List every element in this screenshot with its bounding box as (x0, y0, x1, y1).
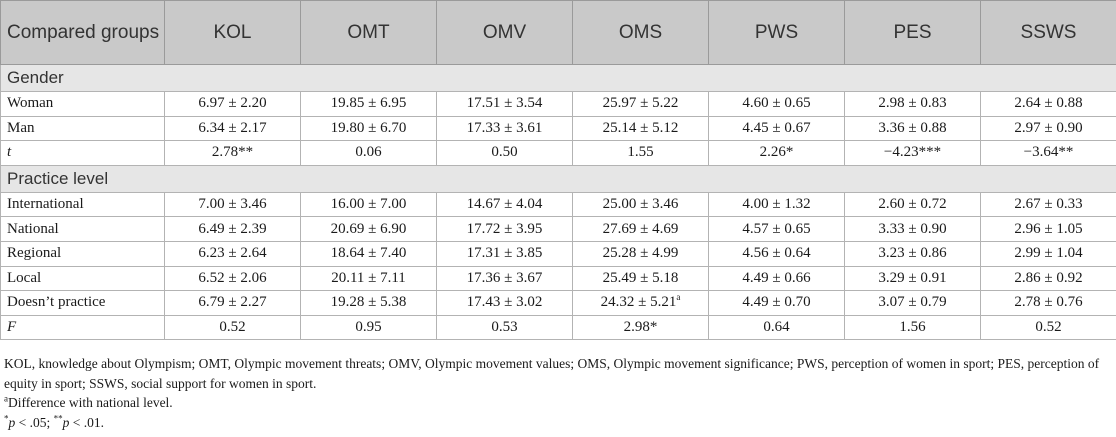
header-pws: PWS (709, 1, 845, 65)
row-label: Doesn’t practice (1, 291, 165, 316)
cell-pes (845, 291, 981, 316)
row-label: t (1, 141, 165, 166)
cell-ssws (981, 241, 1116, 266)
cell-pes (845, 92, 981, 117)
cell-value: 2.86 ± 0.92 (1014, 269, 1083, 286)
cell-value: 25.49 ± 5.18 (602, 269, 679, 286)
cell-value: 2.98* (623, 319, 658, 336)
cell-omt (301, 116, 437, 141)
row-label: Man (1, 116, 165, 141)
table-row (1, 291, 1116, 316)
cell-ssws (981, 192, 1116, 217)
cell-ssws (981, 92, 1116, 117)
cell-kol (165, 266, 301, 291)
row-label: Regional (1, 241, 165, 266)
cell-omv (437, 291, 573, 316)
cell-kol (165, 217, 301, 242)
cell-value: 4.57 ± 0.65 (742, 220, 811, 237)
cell-omt (301, 241, 437, 266)
cell-oms (573, 315, 709, 340)
cell-kol (165, 315, 301, 340)
cell-ssws (981, 315, 1116, 340)
cell-value: 6.97 ± 2.20 (198, 95, 267, 112)
cell-pes (845, 141, 981, 166)
cell-value: 2.99 ± 1.04 (1014, 245, 1083, 262)
cell-ssws (981, 116, 1116, 141)
cell-value: 2.26* (759, 144, 794, 161)
cell-value: 0.64 (763, 319, 790, 336)
cell-pes (845, 241, 981, 266)
cell-pws (709, 192, 845, 217)
cell-value: 0.06 (355, 144, 382, 161)
cell-pes (845, 217, 981, 242)
header-ssws: SSWS (981, 1, 1116, 65)
cell-value: 20.69 ± 6.90 (330, 220, 407, 237)
cell-pws (709, 291, 845, 316)
cell-omv (437, 315, 573, 340)
header-pes: PES (845, 1, 981, 65)
cell-value: 2.64 ± 0.88 (1014, 95, 1083, 112)
row-label: Woman (1, 92, 165, 117)
cell-pws (709, 315, 845, 340)
cell-ssws (981, 291, 1116, 316)
cell-value: 2.97 ± 0.90 (1014, 119, 1083, 136)
row-label: National (1, 217, 165, 242)
cell-oms (573, 217, 709, 242)
cell-value: 3.23 ± 0.86 (878, 245, 947, 262)
cell-omt (301, 141, 437, 166)
cell-omv (437, 241, 573, 266)
cell-oms (573, 266, 709, 291)
cell-pes (845, 192, 981, 217)
cell-omt (301, 315, 437, 340)
cell-value: 20.11 ± 7.11 (331, 269, 406, 286)
cell-value: 2.78** (211, 144, 254, 161)
cell-value: 17.43 ± 3.02 (466, 294, 543, 311)
table-body (1, 65, 1116, 340)
header-omv: OMV (437, 1, 573, 65)
cell-omv (437, 116, 573, 141)
cell-value: 25.28 ± 4.99 (602, 245, 679, 262)
cell-oms (573, 241, 709, 266)
cell-value: 3.33 ± 0.90 (878, 220, 947, 237)
footnote-a (4, 393, 1110, 413)
cell-value: 19.85 ± 6.95 (330, 95, 407, 112)
cell-omt (301, 266, 437, 291)
cell-value: 25.97 ± 5.22 (602, 95, 679, 112)
cell-value: 4.45 ± 0.67 (742, 119, 811, 136)
cell-value: 16.00 ± 7.00 (330, 196, 407, 213)
cell-pws (709, 141, 845, 166)
cell-pws (709, 241, 845, 266)
cell-pws (709, 116, 845, 141)
cell-pws (709, 92, 845, 117)
table-row (1, 241, 1116, 266)
table-row (1, 116, 1116, 141)
cell-value: 1.56 (899, 319, 926, 336)
header-oms: OMS (573, 1, 709, 65)
cell-omt (301, 291, 437, 316)
table-notes (4, 354, 1110, 432)
cell-omv (437, 92, 573, 117)
cell-ssws (981, 266, 1116, 291)
cell-value: 27.69 ± 4.69 (602, 220, 679, 237)
cell-kol (165, 116, 301, 141)
cell-kol (165, 241, 301, 266)
cell-oms (573, 192, 709, 217)
section-row (1, 65, 1116, 92)
cell-value: 17.72 ± 3.95 (466, 220, 543, 237)
cell-omv (437, 141, 573, 166)
cell-value: 19.28 ± 5.38 (330, 294, 407, 311)
cell-value: 0.52 (1035, 319, 1062, 336)
cell-value: −3.64** (1023, 144, 1074, 161)
cell-value: 3.07 ± 0.79 (878, 294, 947, 311)
section-title: Practice level (1, 165, 1116, 192)
cell-pes (845, 116, 981, 141)
cell-value: 7.00 ± 3.46 (198, 196, 267, 213)
sig-var-1: p (8, 414, 16, 430)
table-row (1, 92, 1116, 117)
cell-value: 6.23 ± 2.64 (198, 245, 267, 262)
cell-omv (437, 266, 573, 291)
cell-value: 4.60 ± 0.65 (742, 95, 811, 112)
cell-omt (301, 92, 437, 117)
cell-value: 0.53 (491, 319, 518, 336)
cell-value: 18.64 ± 7.40 (330, 245, 407, 262)
cell-omt (301, 192, 437, 217)
cell-omv (437, 192, 573, 217)
cell-value: 0.95 (355, 319, 382, 336)
header-omt: OMT (301, 1, 437, 65)
cell-value: 0.52 (219, 319, 246, 336)
footnote-mark: a (676, 292, 681, 303)
table-row (1, 315, 1116, 340)
row-label: F (1, 315, 165, 340)
table-row (1, 192, 1116, 217)
cell-oms (573, 92, 709, 117)
cell-value: 14.67 ± 4.04 (466, 196, 543, 213)
cell-value: 6.79 ± 2.27 (198, 294, 267, 311)
cell-value: 0.50 (491, 144, 518, 161)
cell-kol (165, 192, 301, 217)
cell-value: 3.36 ± 0.88 (878, 119, 947, 136)
cell-value: 17.36 ± 3.67 (466, 269, 543, 286)
cell-value: 25.14 ± 5.12 (602, 119, 679, 136)
sig-text-2: < .01. (69, 414, 104, 430)
cell-pes (845, 266, 981, 291)
cell-value: 25.00 ± 3.46 (602, 196, 679, 213)
cell-omv (437, 217, 573, 242)
cell-value: 1.55 (627, 144, 654, 161)
table-row (1, 266, 1116, 291)
cell-value: 2.96 ± 1.05 (1014, 220, 1083, 237)
section-title: Gender (1, 65, 1116, 92)
cell-ssws (981, 217, 1116, 242)
footnote-a-text: Difference with national level. (8, 395, 173, 410)
cell-value: 4.49 ± 0.66 (742, 269, 811, 286)
footnote-a-mark: a (4, 393, 8, 404)
cell-kol (165, 291, 301, 316)
cell-pws (709, 217, 845, 242)
sig-var-2: p (62, 414, 70, 430)
cell-value: 2.67 ± 0.33 (1014, 196, 1083, 213)
section-row (1, 165, 1116, 192)
sig-mark-2: ** (53, 413, 63, 423)
cell-value: 4.49 ± 0.70 (742, 294, 811, 311)
significance-note (4, 413, 1110, 433)
sig-text-1: < .05; (15, 414, 54, 430)
sig-mark-1: * (4, 413, 9, 423)
table-row (1, 217, 1116, 242)
cell-value: 6.49 ± 2.39 (198, 220, 267, 237)
cell-value: 6.52 ± 2.06 (198, 269, 267, 286)
cell-value: 17.31 ± 3.85 (466, 245, 543, 262)
cell-ssws (981, 141, 1116, 166)
cell-value: −4.23*** (883, 144, 942, 161)
cell-value: 4.00 ± 1.32 (742, 196, 811, 213)
cell-value: 4.56 ± 0.64 (742, 245, 811, 262)
cell-pes (845, 315, 981, 340)
cell-value: 17.51 ± 3.54 (466, 95, 543, 112)
table-header-row (1, 1, 1116, 65)
row-label: International (1, 192, 165, 217)
cell-kol (165, 92, 301, 117)
cell-value: 19.80 ± 6.70 (330, 119, 407, 136)
cell-value: 2.78 ± 0.76 (1014, 294, 1083, 311)
abbreviations-note: KOL, knowledge about Olympism; OMT, Olympic movement threats; OMV, Olympic movement values; OMS, Olympic movement significance; PWS, perception of women in sport; PES, perception of equity in sport; SSWS, social support for women in sport. (4, 356, 1100, 391)
cell-kol (165, 141, 301, 166)
cell-pws (709, 266, 845, 291)
cell-value: 2.60 ± 0.72 (878, 196, 947, 213)
table-row (1, 141, 1116, 166)
cell-value: 2.98 ± 0.83 (878, 95, 947, 112)
cell-value: 6.34 ± 2.17 (198, 119, 267, 136)
cell-oms (573, 116, 709, 141)
header-compared-groups: Compared groups (1, 1, 165, 65)
cell-value: 3.29 ± 0.91 (878, 269, 947, 286)
row-label: Local (1, 266, 165, 291)
header-kol: KOL (165, 1, 301, 65)
cell-oms (573, 291, 709, 316)
cell-value: 24.32 ± 5.21 (600, 294, 677, 311)
cell-oms (573, 141, 709, 166)
cell-omt (301, 217, 437, 242)
cell-value: 17.33 ± 3.61 (466, 119, 543, 136)
